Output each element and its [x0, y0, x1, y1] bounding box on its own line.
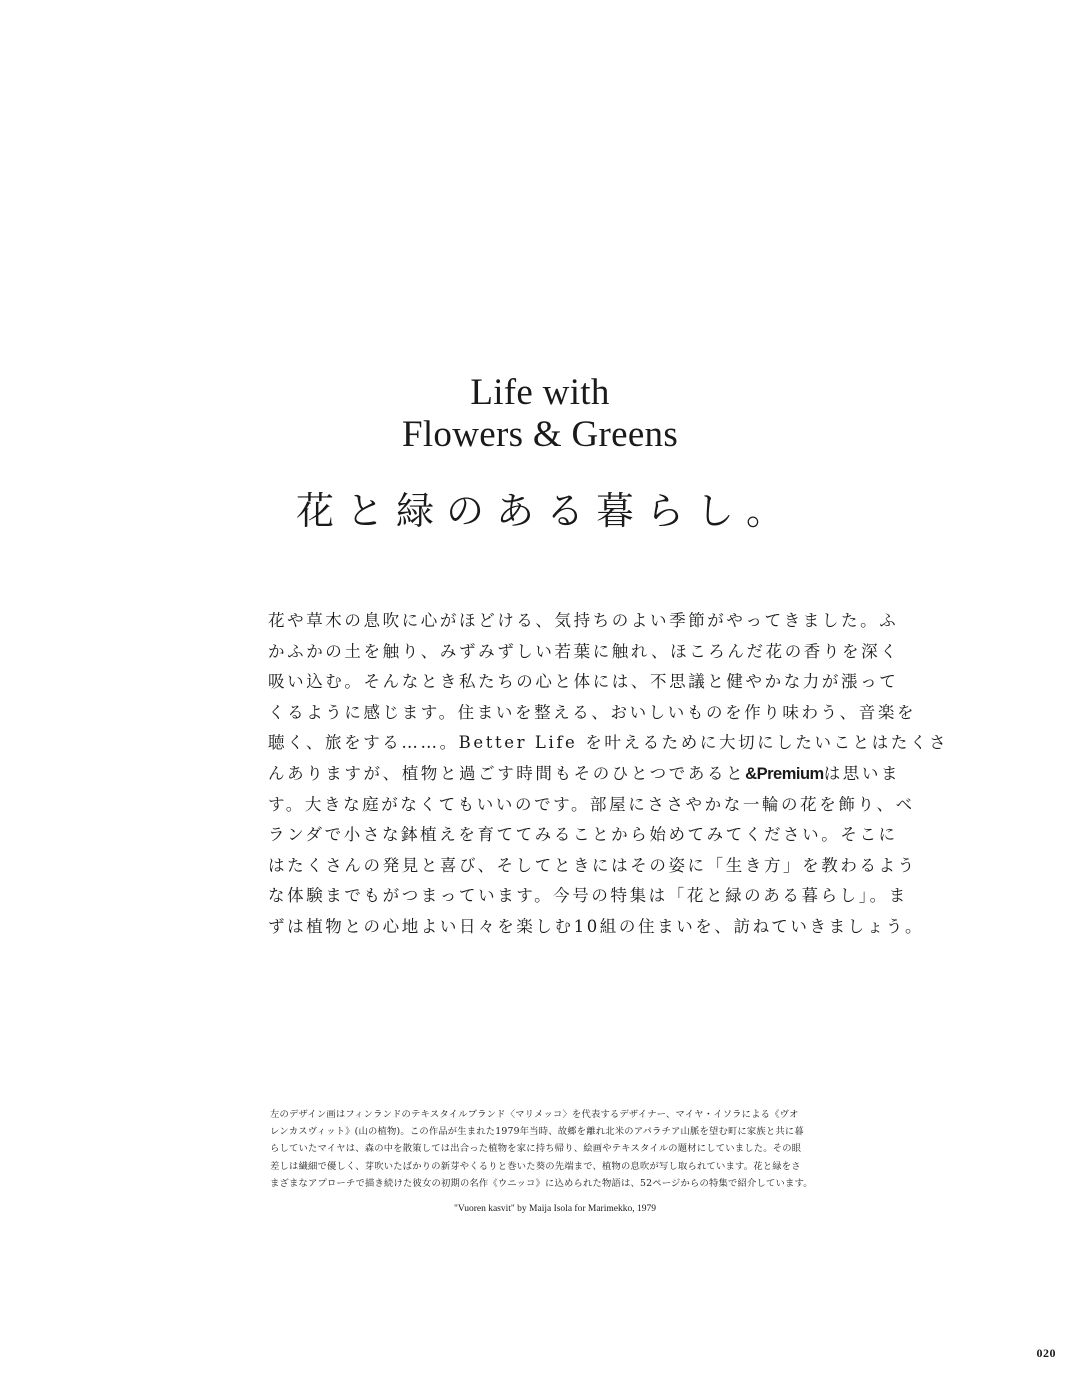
body-line: な体験までもがつまっています。今号の特集は「花と緑のある暮らし」。ま — [268, 886, 908, 906]
english-title-line-1: Life with — [470, 372, 610, 413]
english-title — [0, 372, 1080, 456]
body-line-part: は思いま — [823, 763, 901, 783]
body-line: ずは植物との心地よい日々を楽しむ10組の住まいを、訪ねていきましょう。 — [268, 916, 925, 936]
page-number: 020 — [1036, 1346, 1056, 1360]
body-line-part: んありますが、植物と過ごす時間もそのひとつであると — [268, 763, 746, 783]
body-line: 花や草木の息吹に心がほどける、気持ちのよい季節がやってきました。ふ — [268, 611, 899, 630]
caption-line: 左のデザイン画はフィンランドのテキスタイルブランド〈マリメッコ〉を代表するデザイナー、マイヤ・イソラによる《ヴオ — [270, 1109, 799, 1120]
body-line: 聴く、旅をする……。Better Life を叶えるために大切にしたいことはたくさ — [268, 733, 949, 753]
body-line: す。大きな庭がなくてもいいのです。部屋にささやかな一輪の花を飾り、ベ — [268, 794, 915, 814]
body-line: はたくさんの発見と喜び、そしてときにはその姿に「生き方」を教わるよう — [268, 855, 917, 875]
body-line-with-brand — [268, 759, 901, 790]
body-line: くるように感じます。住まいを整える、おいしいものを作り味わう、音楽を — [268, 702, 917, 722]
body-line: ランダで小さな鉢植えを育ててみることから始めてみてください。そこに — [268, 825, 898, 845]
body-line: かふかの土を触り、みずみずしい若葉に触れ、ほころんだ花の香りを深く — [268, 641, 900, 661]
body-line: 吸い込む。そんなとき私たちの心と体には、不思議と健やかな力が漲って — [268, 672, 899, 692]
intro-body-text — [268, 606, 949, 943]
brand-name: &Premium — [745, 764, 824, 783]
artwork-credit: "Vuoren kasvit" by Maija Isola for Marimekko, 1979 — [454, 1204, 656, 1214]
caption-line: らしていたマイヤは、森の中を散策しては出合った植物を家に持ち帰り、絵画やテキスタイルの題材にしていました。その眼 — [270, 1143, 802, 1155]
caption-line: まざまなアプローチで描き続けた彼女の初期の名作《ウニッコ》に込められた物語は、52ページからの特集で紹介しています。 — [270, 1177, 813, 1189]
caption-line: 差しは繊細で優しく、芽吹いたばかりの新芽やくるりと巻いた葵の先端まで、植物の息吹が写し取られています。花と緑をさ — [270, 1160, 801, 1172]
japanese-title: 花と緑のある暮らし。 — [295, 489, 796, 533]
english-title-line-2: Flowers & Greens — [401, 414, 679, 455]
image-caption — [270, 1106, 870, 1192]
caption-line: レンカスヴィット》(山の植物)。この作品が生まれた1979年当時、故郷を離れ北米のアパラチア山脈を望む町に家族と共に暮 — [270, 1126, 804, 1138]
